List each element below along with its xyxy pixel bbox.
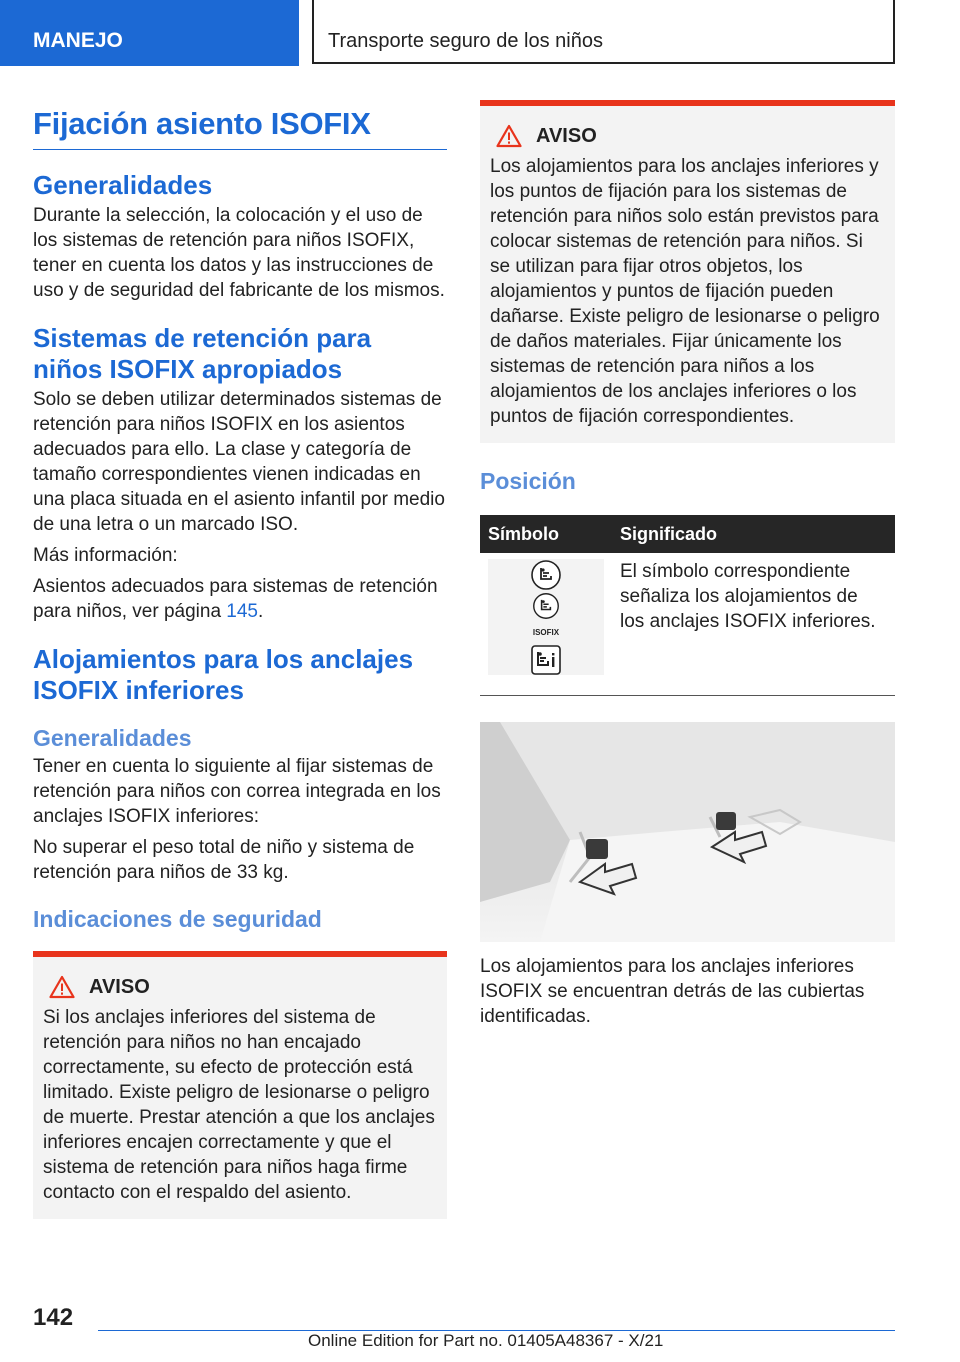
warning-box-right <box>480 100 895 443</box>
heading-alojamientos: Alojamientos para los anclajes ISOFIX inferiores <box>33 644 414 705</box>
warning-text: Los alojamientos para los anclajes inferiores y los puntos de fijación para los sistemas de retención para niños solo están previstos para colocar sistemas de retención para niños. Si se utilizan para fijar otros objetos, los alojamientos y puntos de fijación pueden dañarse. Existe peligro de lesionarse o peligro de daños materiales. Fijar únicamente los sistemas de retención para niños a los alojamientos de los anclajes inferiores o los puntos de fijación correspondientes. <box>490 156 880 427</box>
heading-sistemas-apropiados: Sistemas de retención para niños ISOFIX apropiados <box>33 323 372 384</box>
reference-end: . <box>258 601 264 622</box>
left-column <box>33 100 447 1219</box>
child-seat-icon <box>530 559 562 591</box>
page-title: Fijación asiento ISOFIX <box>33 106 447 150</box>
right-column <box>480 100 895 1035</box>
isofix-anchor-photo <box>480 722 895 942</box>
warning-label: AVISO <box>536 124 597 147</box>
child-seat-info-icon <box>531 645 561 675</box>
warning-header <box>43 975 437 999</box>
warning-header <box>490 124 885 148</box>
page-link-145[interactable]: 145 <box>226 601 258 622</box>
meaning-cell: El símbolo correspondiente señaliza los alojamientos de los anclajes ISOFIX inferiores. <box>620 561 876 632</box>
symbol-table <box>480 515 895 685</box>
warning-text: Si los anclajes inferiores del sistema de retención para niños no han encajado correctamente, su efecto de protección está limitado. Existe peligro de lesionarse o peligro de muerte. Prestar atención a que los anclajes inferiores encajen correctamente y que el sistema de retención para niños haga firme contacto con el respaldo del asiento. <box>43 1007 435 1203</box>
heading-generalidades: Generalidades <box>33 170 213 200</box>
warning-triangle-icon <box>496 124 522 148</box>
heading-indicaciones: Indicaciones de seguridad <box>33 906 322 932</box>
warning-box-left <box>33 951 447 1219</box>
page-footer <box>0 1296 960 1362</box>
table-divider <box>480 695 895 696</box>
section-tab: MANEJO <box>0 0 299 66</box>
warning-triangle-icon <box>49 975 75 999</box>
warning-label: AVISO <box>89 975 150 998</box>
table-header-row <box>480 515 895 553</box>
paragraph-sistemas: Solo se deben utilizar determinados sistemas de retención para niños ISOFIX en los asientos adecuados para ello. La clase y categoría de tamaño correspondientes vienen indicadas en una placa situada en el asiento infantil por medio de una letra o un marcado ISO. <box>33 389 445 535</box>
isofix-label: ISOFIX <box>532 627 560 637</box>
photo-caption: Los alojamientos para los anclajes inferiores ISOFIX se encuentran detrás de las cubiertas identificadas. <box>480 956 865 1027</box>
edition-text: Online Edition for Part no. 01405A48367 - X/21 <box>308 1331 664 1350</box>
isofix-symbols <box>488 559 604 675</box>
paragraph-reference <box>33 574 447 624</box>
page-header <box>0 0 960 66</box>
column-header-significado: Significado <box>612 515 895 553</box>
paragraph-peso: No superar el peso total de niño y sistema de retención para niños de 33 kg. <box>33 837 415 883</box>
paragraph-generalidades: Durante la selección, la colocación y el uso de los sistemas de retención para niños ISOFIX, tener en cuenta los datos y las instrucciones de uso y de seguridad del fabricante de los mismos. <box>33 205 445 301</box>
isofix-badge-icon <box>532 592 560 645</box>
page-number: 142 <box>33 1304 74 1331</box>
table-row <box>480 553 895 685</box>
chapter-title: Transporte seguro de los niños <box>312 0 895 64</box>
subheading-generalidades: Generalidades <box>33 725 192 751</box>
paragraph-mas-info: Más información: <box>33 545 178 566</box>
child-seat-circle-icon <box>532 592 560 620</box>
symbol-cell <box>480 553 612 685</box>
heading-posicion: Posición <box>480 468 576 494</box>
column-header-simbolo: Símbolo <box>480 515 612 553</box>
paragraph-anclajes: Tener en cuenta lo siguiente al fijar sistemas de retención para niños con correa integrada en los anclajes ISOFIX inferiores: <box>33 756 441 827</box>
reference-text: Asientos adecuados para sistemas de retención para niños, ver página <box>33 576 438 622</box>
